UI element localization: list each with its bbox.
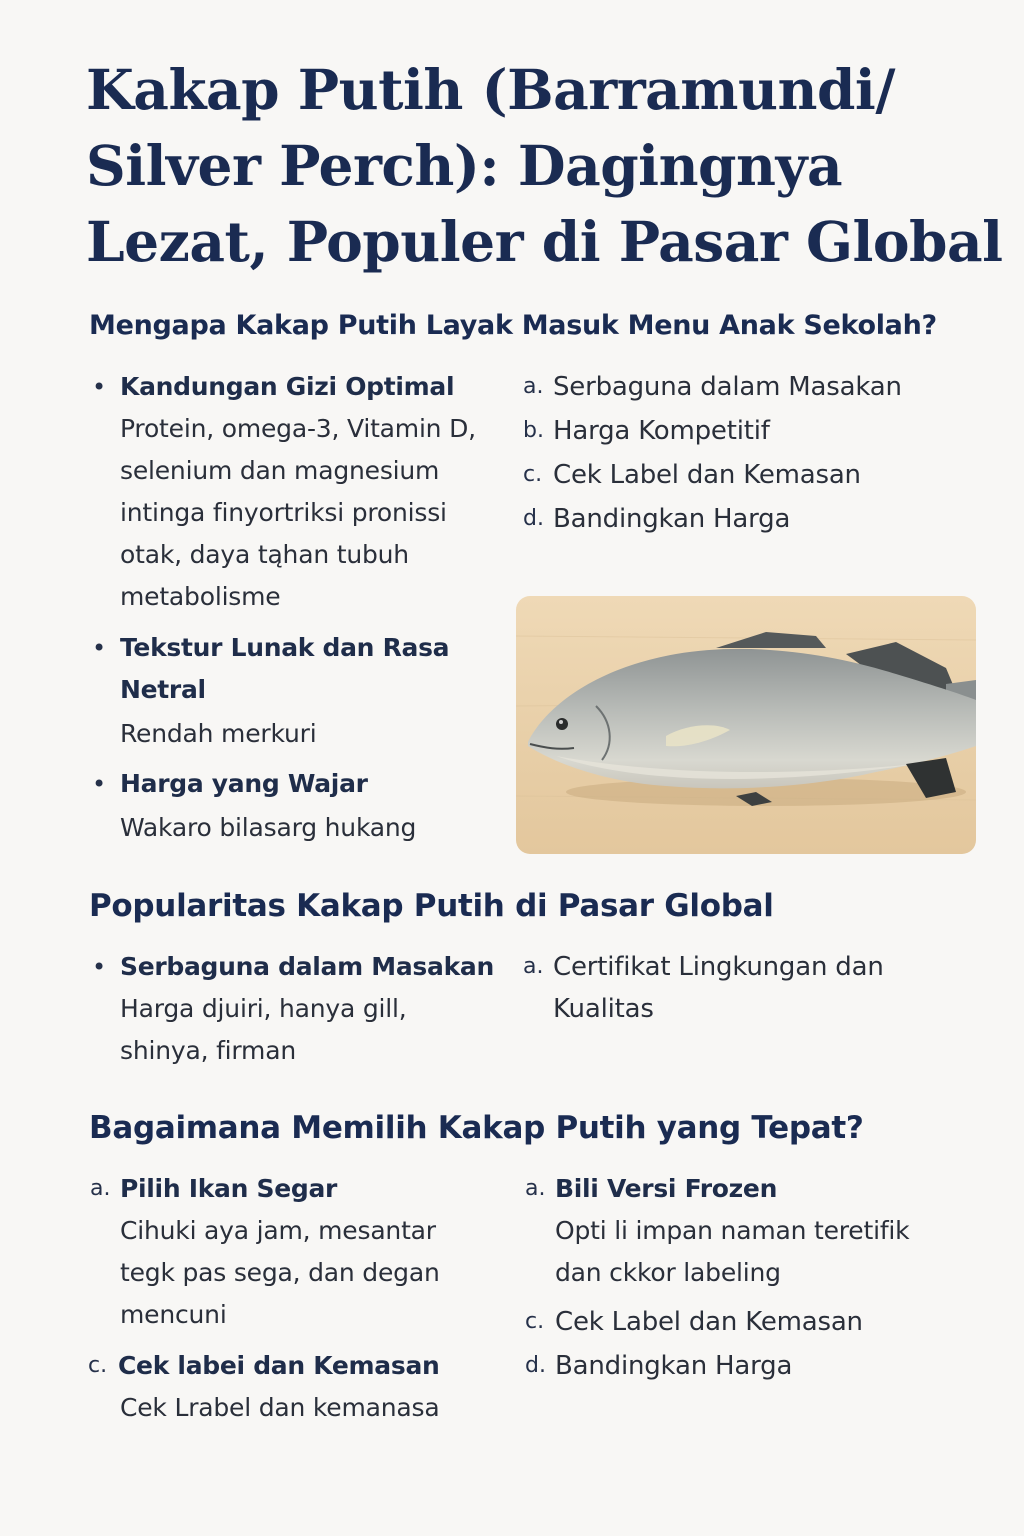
section-heading-how-to-choose: Bagaimana Memilih Kakap Putih yang Tepat? xyxy=(89,1110,864,1146)
bullet-title: Serbaguna dalam Masakan xyxy=(120,952,494,981)
bullet-text: Wakaro bilasarg hukang xyxy=(120,813,417,842)
list-label: Bandingkan Harga xyxy=(555,1351,793,1381)
section-heading-global-popularity: Popularitas Kakap Putih di Pasar Global xyxy=(89,888,774,924)
bullet-text: Harga djuiri, hanya gill, shinya, firman xyxy=(120,994,407,1065)
item-title: Pilih Ikan Segar xyxy=(120,1174,338,1203)
bullet-title: Kandungan Gizi Optimal xyxy=(120,372,455,401)
list-label: Cek Label dan Kemasan xyxy=(555,1307,863,1337)
fish-photo xyxy=(516,596,976,854)
list-label: Certifikat Lingkungan dan Kualitas xyxy=(553,952,884,1024)
bullet-title: Harga yang Wajar xyxy=(120,769,368,798)
item-text: Opti li impan naman teretifik dan ckkor labeling xyxy=(555,1216,910,1287)
list-marker: a. xyxy=(523,374,544,399)
list-label: Serbaguna dalam Masakan xyxy=(553,372,902,402)
list-marker: c. xyxy=(525,1309,545,1334)
list-label: Harga Kompetitif xyxy=(553,416,770,446)
page-title: Kakap Putih (Barramundi/ Silver Perch): Dagingnya Lezat, Populer di Pasar Global xyxy=(86,57,1003,274)
item-title: Bili Versi Frozen xyxy=(555,1174,778,1203)
bullet-item-price xyxy=(92,763,510,849)
bullet-text: Rendah merkuri xyxy=(120,719,317,748)
bullet-title: Tekstur Lunak dan Rasa Netral xyxy=(120,633,450,704)
bullet-item-nutrition xyxy=(92,366,510,618)
section-heading-why-school-menu: Mengapa Kakap Putih Layak Masuk Menu Anak Sekolah? xyxy=(89,310,937,341)
barramundi-fish-illustration xyxy=(516,596,976,854)
choose-item-frozen xyxy=(525,1168,955,1294)
item-text: Cek Lrabel dan kemanasa xyxy=(120,1393,440,1422)
list-item xyxy=(525,1301,975,1343)
list-item xyxy=(523,498,983,540)
bullet-marker: • xyxy=(92,770,107,798)
list-item xyxy=(523,410,983,452)
list-marker: a. xyxy=(525,1176,546,1201)
list-marker: d. xyxy=(525,1353,546,1378)
bullet-marker: • xyxy=(92,373,107,401)
bullet-item-versatile xyxy=(92,946,500,1072)
bullet-marker: • xyxy=(92,953,107,981)
bullet-text: Protein, omega-3, Vitamin D, selenium dan magnesium intinga finyortriksi pronissi otak, daya tąhan tubuh metabolisme xyxy=(120,414,476,611)
item-title: Cek labei dan Kemasan xyxy=(118,1351,440,1380)
bullet-marker: • xyxy=(92,634,107,662)
list-marker: b. xyxy=(523,418,544,443)
list-marker: a. xyxy=(90,1176,111,1201)
bullet-item-texture xyxy=(92,627,480,755)
list-marker: c. xyxy=(523,462,543,487)
list-marker: c. xyxy=(88,1353,108,1378)
list-item xyxy=(525,1345,975,1387)
list-label: Bandingkan Harga xyxy=(553,504,791,534)
choose-item-fresh xyxy=(90,1168,490,1336)
list-label: Cek Label dan Kemasan xyxy=(553,460,861,490)
list-item xyxy=(523,946,893,1030)
list-item xyxy=(523,454,983,496)
choose-item-label xyxy=(88,1345,498,1429)
list-marker: d. xyxy=(523,506,544,531)
list-marker: a. xyxy=(523,954,544,979)
list-item xyxy=(523,366,983,408)
item-text: Cihuki aya jam, mesantar tegk pas sega, dan degan mencuni xyxy=(120,1216,440,1329)
